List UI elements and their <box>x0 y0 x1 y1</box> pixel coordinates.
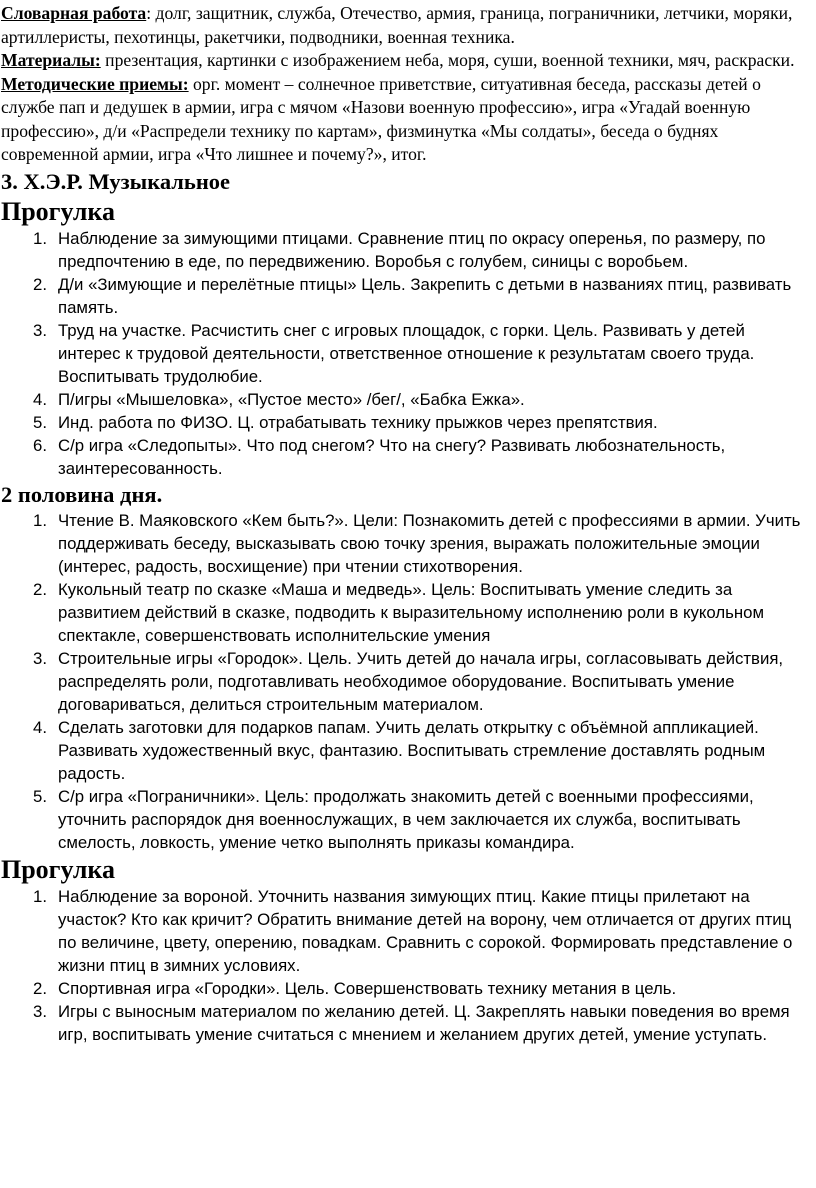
vocabulary-paragraph <box>1 2 812 49</box>
list-number: 3. <box>33 320 47 340</box>
list-number: 1. <box>33 886 47 906</box>
list-item <box>1 716 812 785</box>
list-text: Игры с выносным материалом по желанию детей. Ц. Закреплять навыки поведения во время игр, воспитывать умение считаться с мнением и желанием других детей, умение уступать. <box>58 1001 790 1044</box>
methods-label: Методические приемы: <box>1 73 189 94</box>
list-item <box>1 785 812 854</box>
list-item <box>1 885 812 977</box>
methods-text: орг. момент – солнечное приветствие, ситуативная беседа, рассказы детей о службе пап и дедушек в армии, игра с мячом «Назови военную профессию», игра «Угадай военную профессию», д/и «Распредели технику по картам», физминутка «Мы солдаты», беседа о буднях современной армии, игра «Что лишнее и почему?», итог. <box>1 73 761 164</box>
afternoon-heading: 2 половина дня. <box>1 481 163 507</box>
walk-list-1 <box>1 227 812 480</box>
list-number: 6. <box>33 435 47 455</box>
list-number: 2. <box>33 274 47 294</box>
list-item <box>1 434 812 480</box>
list-text: Инд. работа по ФИЗО. Ц. отрабатывать технику прыжков через препятствия. <box>58 412 658 432</box>
list-number: 3. <box>33 648 47 668</box>
list-text: Кукольный театр по сказке «Маша и медведь». Цель: Воспитывать умение следить за развитием действий в сказке, подводить к выразительному исполнению роли в кукольном спектакле, совершенствовать исполнительские умения <box>58 579 765 645</box>
list-text: С/р игра «Следопыты». Что под снегом? Что на снегу? Развивать любознательность, заинтересованность. <box>58 435 726 478</box>
afternoon-list <box>1 509 812 854</box>
list-item <box>1 977 812 1000</box>
list-item <box>1 273 812 319</box>
list-item <box>1 388 812 411</box>
music-section-heading: 3. Х.Э.Р. Музыкальное <box>1 168 231 194</box>
list-item <box>1 411 812 434</box>
list-number: 5. <box>33 786 47 806</box>
walk-list-2 <box>1 885 812 1046</box>
list-item <box>1 227 812 273</box>
list-text: Строительные игры «Городок». Цель. Учить детей до начала игры, согласовывать действия, распределять роли, подготавливать необходимое оборудование. Воспитывать умение договариваться, делиться строительным материалом. <box>58 648 784 714</box>
materials-paragraph <box>1 49 812 73</box>
list-item <box>1 319 812 388</box>
list-text: П/игры «Мышеловка», «Пустое место» /бег/, «Бабка Ежка». <box>58 389 525 409</box>
vocabulary-text: : долг, защитник, служба, Отечество, армия, граница, пограничники, летчики, моряки, артиллеристы, пехотинцы, ракетчики, подводники, военная техника. <box>1 3 793 47</box>
list-text: Спортивная игра «Городки». Цель. Совершенствовать технику метания в цель. <box>58 978 677 998</box>
list-number: 5. <box>33 412 47 432</box>
list-number: 4. <box>33 717 47 737</box>
materials-text: презентация, картинки с изображением неба, моря, суши, военной техники, мяч, раскраски. <box>100 50 795 70</box>
list-item <box>1 509 812 578</box>
methods-paragraph <box>1 73 812 167</box>
walk-heading-1: Прогулка <box>1 196 116 226</box>
list-text: Труд на участке. Расчистить снег с игровых площадок, с горки. Цель. Развивать у детей интерес к трудовой деятельности, ответственное отношение к результатам своего труда. Воспитывать трудолюбие. <box>58 320 755 386</box>
list-item <box>1 647 812 716</box>
list-item <box>1 578 812 647</box>
list-number: 2. <box>33 579 47 599</box>
list-text: Сделать заготовки для подарков папам. Учить делать открытку с объёмной аппликацией. Развивать художественный вкус, фантазию. Воспитывать стремление доставлять родным радость. <box>58 717 766 783</box>
vocabulary-label: Словарная работа <box>1 3 147 23</box>
list-text: С/р игра «Пограничники». Цель: продолжать знакомить детей с военными профессиями, уточнить распорядок дня военнослужащих, в чем заключается их служба, воспитывать смелость, ловкость, умение четко выполнять приказы командира. <box>58 786 754 852</box>
list-number: 2. <box>33 978 47 998</box>
list-text: Д/и «Зимующие и перелётные птицы» Цель. Закрепить с детьми в названиях птиц, развивать память. <box>58 274 792 317</box>
list-number: 4. <box>33 389 47 409</box>
materials-label: Материалы: <box>1 50 101 70</box>
list-number: 3. <box>33 1001 47 1021</box>
list-number: 1. <box>33 228 47 248</box>
list-text: Наблюдение за вороной. Уточнить названия зимующих птиц. Какие птицы прилетают на участок? Кто как кричит? Обратить внимание детей на ворону, чем отличается от других птиц по величине, цвету, оперению, повадкам. Сравнить с сорокой. Формировать представление о жизни птиц в зимних условиях. <box>58 886 793 975</box>
list-text: Наблюдение за зимующими птицами. Сравнение птиц по окрасу оперенья, по размеру, по предпочтению в еде, по передвижению. Воробья с голубем, синицы с воробьем. <box>58 228 766 271</box>
list-text: Чтение В. Маяковского «Кем быть?». Цели: Познакомить детей с профессиями в армии. Учить поддерживать беседу, высказывать свою точку зрения, выражать положительные эмоции (интерес, радость, восхищение) при чтении стихотворения. <box>58 510 801 576</box>
list-item <box>1 1000 812 1046</box>
list-number: 1. <box>33 510 47 530</box>
walk-heading-2: Прогулка <box>1 854 116 884</box>
